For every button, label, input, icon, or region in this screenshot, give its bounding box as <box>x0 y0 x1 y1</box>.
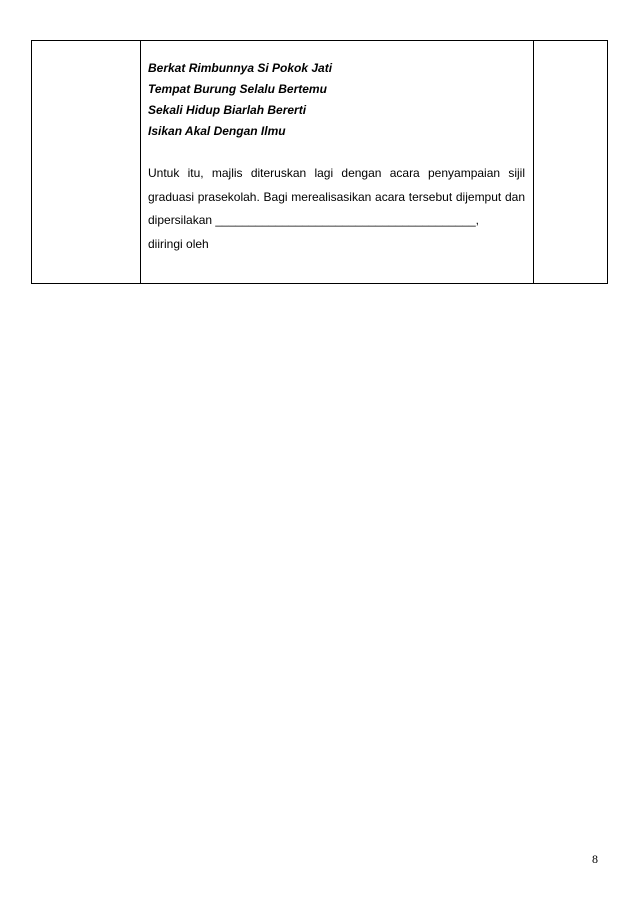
ceremony-paragraph-end: diiringi oleh <box>148 236 209 251</box>
ceremony-paragraph: Untuk itu, majlis diteruskan lagi dengan acara penyampaian sijil graduasi prasekolah. Bagi merealisasikan acara tersebut dijemput dan dipersilakan _______________________________________, <box>148 166 525 227</box>
empty-left-cell <box>32 41 141 284</box>
empty-right-cell <box>534 41 608 284</box>
pantun-line: Isikan Akal Dengan Ilmu <box>148 124 286 138</box>
pantun-line: Tempat Burung Selalu Bertemu <box>148 82 327 96</box>
script-table <box>31 40 608 284</box>
pantun-line: Sekali Hidup Biarlah Bererti <box>148 103 307 117</box>
pantun-line: Berkat Rimbunnya Si Pokok Jati <box>148 61 333 75</box>
table-row <box>32 41 608 284</box>
script-content-cell <box>141 41 534 284</box>
cell-content <box>141 41 533 256</box>
page-number: 8 <box>592 852 598 866</box>
